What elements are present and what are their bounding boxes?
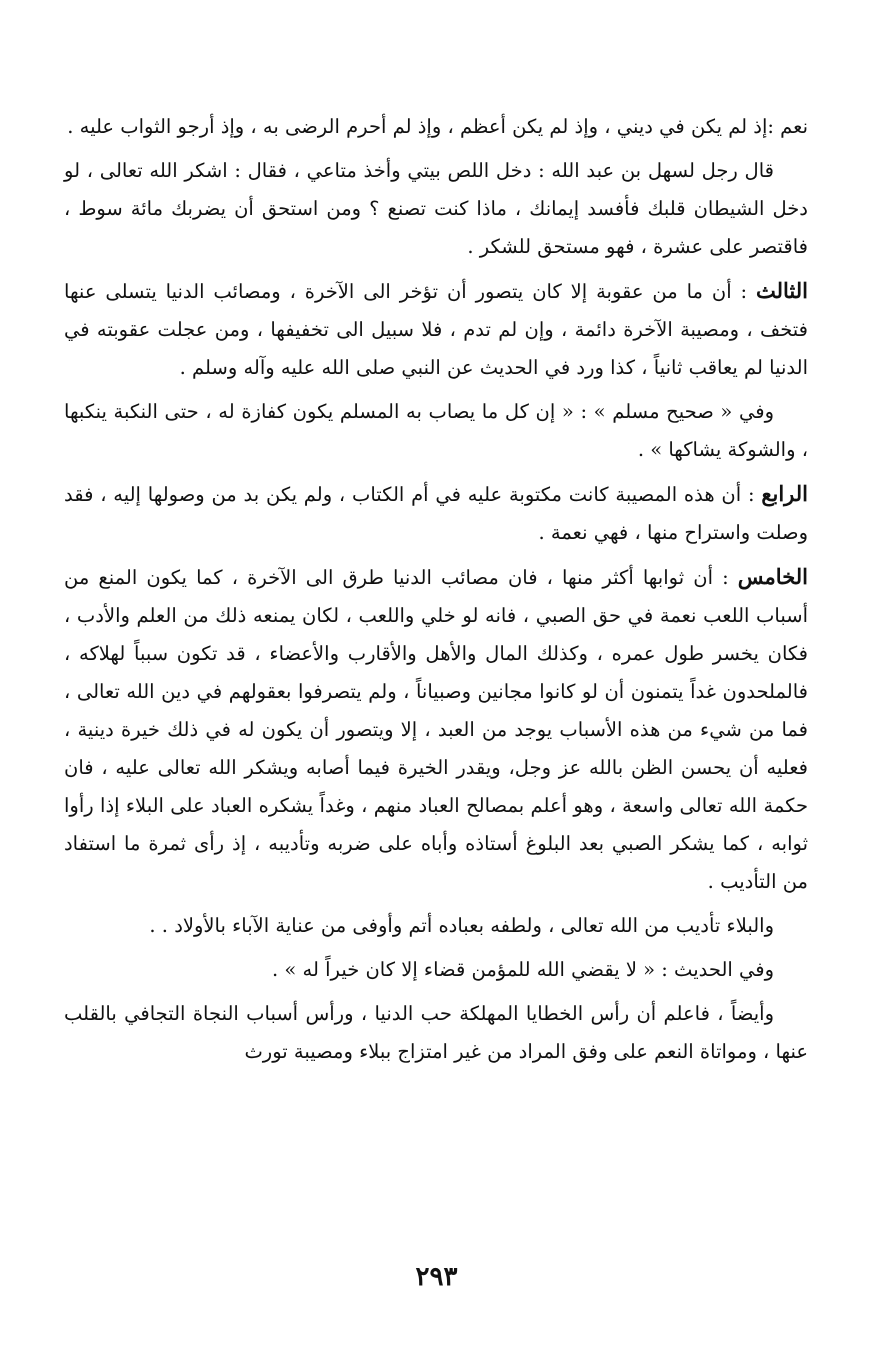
- paragraph-1: [64, 108, 808, 146]
- paragraph-text: نعم :إذ لم يكن في ديني ، وإذ لم يكن أعظم ، وإذ لم أحرم الرضى به ، وإذ أرجو الثواب عليه .: [67, 115, 808, 138]
- paragraph-5: [64, 475, 808, 552]
- paragraph-4: [64, 393, 808, 469]
- section-heading-third: الثالث: [756, 278, 808, 303]
- page-number: ٢٩٣: [415, 1262, 458, 1292]
- paragraph-text: وفي الحديث : « لا يقضي الله للمؤمن قضاء إلا كان خيراً له » .: [272, 958, 774, 981]
- paragraph-text: قال رجل لسهل بن عبد الله : دخل اللص بيتي وأخذ متاعي ، فقال : اشكر الله تعالى ، لو دخل الشيطان قلبك فأفسد إيمانك ، ماذا كنت تصنع ؟ ومن استحق أن يضربك مائة سوط ، فاقتصر على عشرة ، فهو مستحق للشكر .: [64, 159, 808, 258]
- paragraph-text: والبلاء تأديب من الله تعالى ، ولطفه بعباده أتم وأوفى من عناية الآباء بالأولاد . .: [149, 914, 774, 937]
- paragraph-text: وفي « صحيح مسلم » : « إن كل ما يصاب به المسلم يكون كفازة له ، حتى النكبة ينكبها ، والشوكة يشاكها » .: [64, 400, 808, 461]
- section-heading-fifth: الخامس: [737, 564, 808, 589]
- paragraph-9: [64, 995, 808, 1071]
- paragraph-7: [64, 907, 808, 945]
- paragraph-text: وأيضاً ، فاعلم أن رأس الخطايا المهلكة حب الدنيا ، ورأس أسباب النجاة التجافي بالقلب عنها ، ومواتاة النعم على وفق المراد من غير امتزاج ببلاء ومصيبة تورث: [64, 1002, 808, 1063]
- page-body: [64, 108, 808, 1077]
- paragraph-2: [64, 152, 808, 266]
- paragraph-6: [64, 558, 808, 901]
- paragraph-8: [64, 951, 808, 989]
- section-heading-fourth: الرابع: [761, 481, 808, 506]
- paragraph-3: [64, 272, 808, 387]
- paragraph-text: : أن هذه المصيبة كانت مكتوبة عليه في أم الكتاب ، ولم يكن بد من وصولها إليه ، فقد وصلت واستراح منها ، فهي نعمة .: [64, 483, 808, 544]
- paragraph-text: : أن ما من عقوبة إلا كان يتصور أن تؤخر الى الآخرة ، ومصائب الدنيا يتسلى عنها فتخف ، ومصيبة الآخرة دائمة ، وإن لم تدم ، فلا سبيل الى تخفيفها ، ومن عجلت عقوبته في الدنيا لم يعاقب ثانياً ، كذا ورد في الحديث عن النبي صلى الله عليه وآله وسلم .: [64, 280, 808, 379]
- paragraph-text: : أن ثوابها أكثر منها ، فان مصائب الدنيا طرق الى الآخرة ، كما يكون المنع من أسباب اللعب نعمة في حق الصبي ، فانه لو خلي واللعب ، لكان يمنعه ذلك من العلم والأدب ، فكان يخسر طول عمره ، وكذلك المال والأهل والأقارب والأعضاء ، قد تكون سبباً لهلاكه ، فالملحدون غداً يتمنون أن لو كانوا مجانين وصبياناً ، ولم يتصرفوا بعقولهم في دين الله تعالى ، فما من شيء من هذه الأسباب يوجد من العبد ، إلا ويتصور أن يكون له في ذلك خيرة دينية ، فعليه أن يحسن الظن بالله عز وجل، ويقدر الخيرة فيما أصابه ويشكر الله تعالى عليه ، فان حكمة الله تعالى واسعة ، وهو أعلم بمصالح العباد منهم ، وغداً يشكره العباد على البلاء إذا رأوا ثوابه ، كما يشكر الصبي بعد البلوغ أستاذه وأباه على ضربه وتأديبه ، إذ رأى ثمرة ما استفاد من التأديب .: [64, 566, 808, 893]
